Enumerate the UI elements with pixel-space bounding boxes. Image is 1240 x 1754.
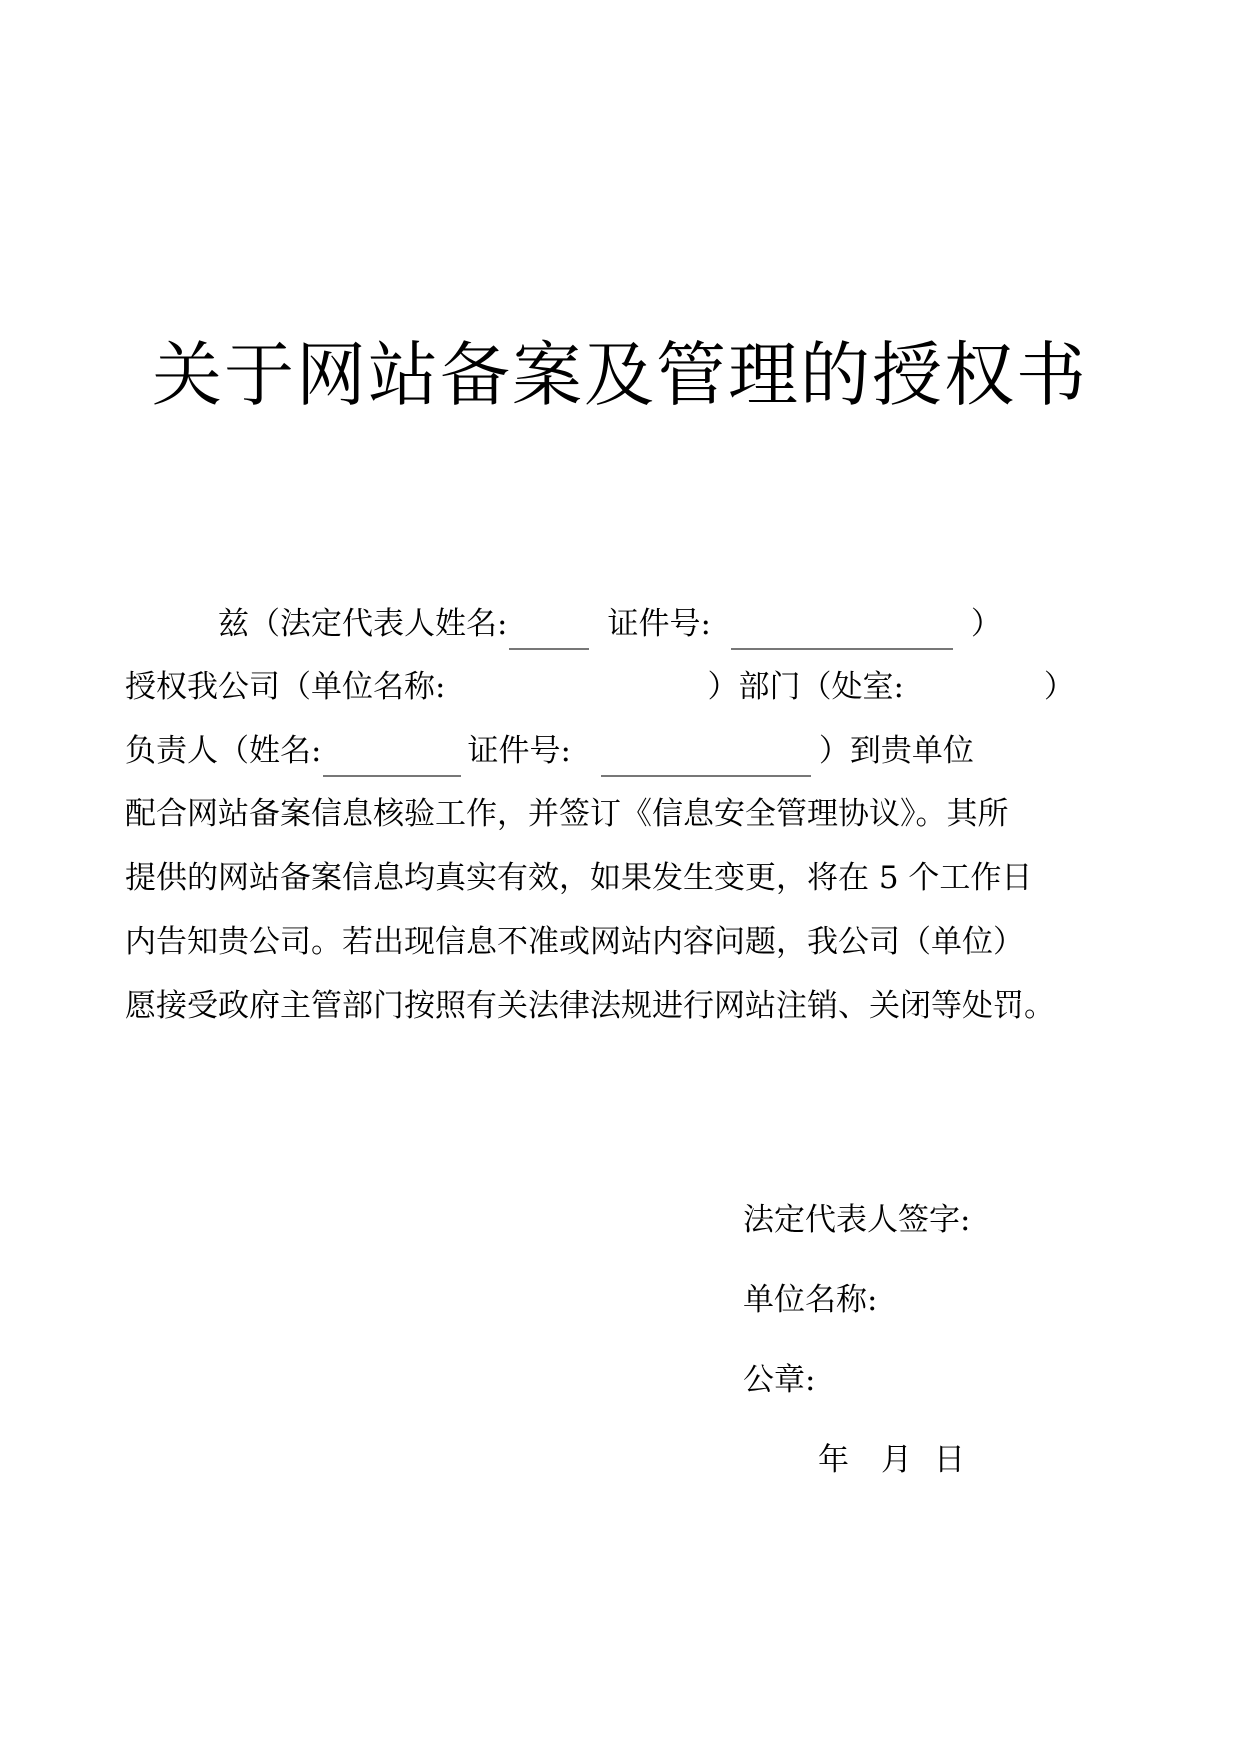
contact-id-field[interactable]	[601, 739, 811, 777]
body-line-6: 内告知贵公司。若出现信息不准或网站内容问题，我公司（单位）	[125, 924, 1024, 960]
body-line-4: 配合网站备案信息核验工作，并签订《信息安全管理协议》。其所	[125, 796, 1009, 832]
date-year: 年	[818, 1442, 849, 1478]
department-label: ）部门（处室:	[707, 669, 904, 705]
date-month: 月	[881, 1442, 912, 1478]
body-line-2	[125, 665, 1075, 709]
legal-rep-signature-label: 法定代表人签字:	[743, 1202, 971, 1238]
contact-name-field[interactable]	[323, 739, 461, 777]
line3-suffix: ）到贵单位	[818, 733, 974, 769]
body-line-3	[125, 729, 974, 773]
unit-name-label: 单位名称:	[743, 1282, 878, 1318]
contact-id-label: 证件号:	[467, 733, 571, 769]
contact-name-label: 负责人（姓名:	[125, 733, 322, 769]
legal-rep-id-label: 证件号:	[607, 606, 711, 642]
company-name-label: 授权我公司（单位名称:	[125, 669, 446, 705]
line1-close-paren: ）	[970, 606, 1002, 642]
date-line	[818, 1438, 965, 1482]
document-title: 关于网站备案及管理的授权书	[152, 334, 1088, 416]
legal-rep-name-label: 兹（法定代表人姓名:	[218, 606, 508, 642]
line2-close-paren: ）	[1043, 669, 1075, 705]
body-line-7: 愿接受政府主管部门按照有关法律法规进行网站注销、关闭等处罚。	[125, 988, 1055, 1024]
body-line-1	[218, 602, 1002, 646]
legal-rep-name-field[interactable]	[509, 612, 589, 650]
seal-label: 公章:	[743, 1362, 816, 1398]
date-day: 日	[934, 1442, 965, 1478]
legal-rep-id-field[interactable]	[731, 612, 953, 650]
body-line-5: 提供的网站备案信息均真实有效，如果发生变更，将在 5 个工作日	[125, 860, 1033, 896]
